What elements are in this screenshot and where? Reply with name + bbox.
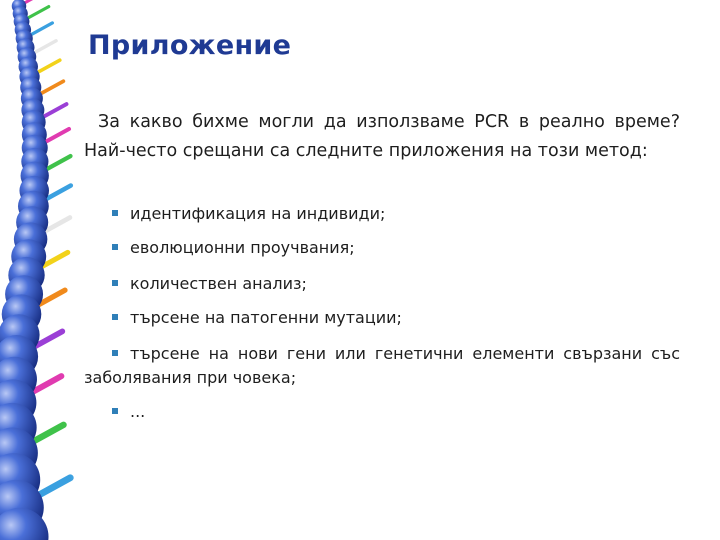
list-item bbox=[112, 236, 680, 260]
list-item bbox=[84, 342, 680, 390]
list-item bbox=[112, 306, 680, 330]
helix-fade bbox=[70, 0, 82, 540]
list-item-text: количествен анализ; bbox=[130, 274, 307, 293]
bullet-icon bbox=[112, 210, 118, 216]
bullet-icon bbox=[112, 408, 118, 414]
slide-title: Приложение bbox=[88, 30, 292, 61]
list-item bbox=[112, 202, 680, 226]
list-item bbox=[112, 272, 680, 296]
list-item-text: търсене на нови гени или генетични елементи свързани със заболявания при човека; bbox=[84, 344, 680, 387]
bullet-icon bbox=[112, 350, 118, 356]
list-item-text: ... bbox=[130, 402, 146, 421]
list-item-text: идентификация на индивиди; bbox=[130, 204, 386, 223]
bullet-icon bbox=[112, 314, 118, 320]
bullet-icon bbox=[112, 244, 118, 250]
list-item bbox=[112, 400, 680, 424]
bullet-icon bbox=[112, 280, 118, 286]
intro-paragraph: За какво бихме могли да използваме PCR в реално време? Най-често срещани са следните приложения на този метод: bbox=[84, 112, 680, 161]
list-item-text: търсене на патогенни мутации; bbox=[130, 308, 402, 327]
dna-helix-icon bbox=[0, 0, 82, 540]
list-item-text: еволюционни проучвания; bbox=[130, 238, 355, 257]
